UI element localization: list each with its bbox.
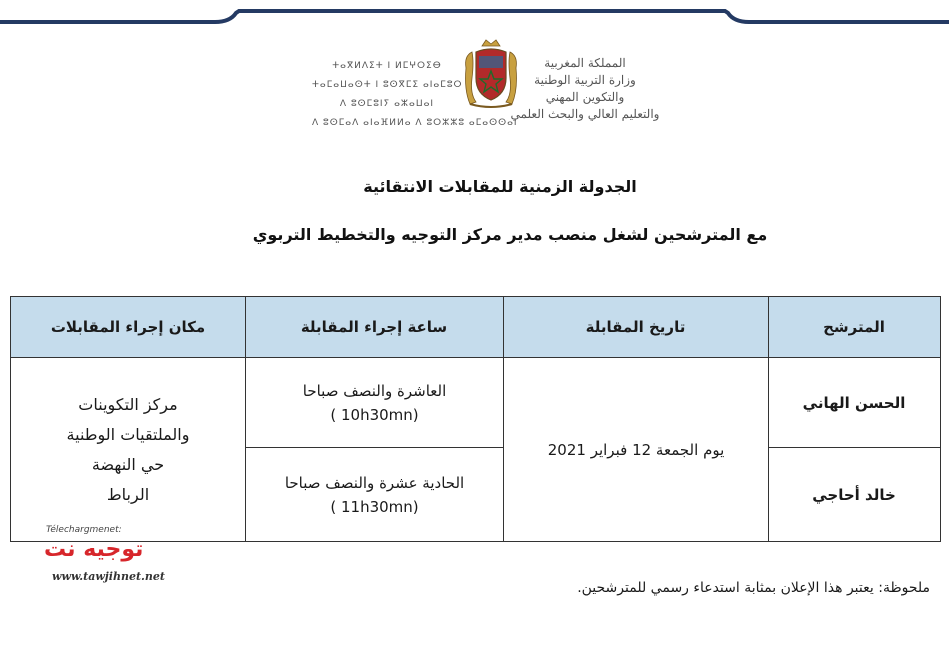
place-line: الرباط — [106, 485, 150, 504]
place-line: والملتقيات الوطنية — [66, 425, 190, 444]
place-line: مركز التكوينات — [78, 395, 178, 414]
header-place: مكان إجراء المقابلات — [11, 297, 245, 358]
tifinagh-line-1: ⵜⴰⴳⵍⴷⵉⵜ ⵏ ⵍⵎⵖⵔⵉⴱ — [332, 61, 442, 71]
top-decorative-line — [0, 0, 949, 30]
interview-time-cell — [246, 448, 503, 541]
candidate-name: خالد أحاجي — [812, 485, 896, 504]
interview-time-code: (11h30mn ) — [330, 497, 419, 516]
watermark-site[interactable]: www.tawjihnet.net — [52, 570, 165, 583]
interview-time-cell — [246, 359, 503, 447]
tifinagh-line-3: ⴷ ⵓⵙⵎⵓⵏⵢ ⴰⵣⴰⵡⴰⵏ — [339, 99, 435, 109]
header-date: تاريخ المقابلة — [503, 297, 768, 358]
document-subtitle: مع المترشحين لشغل منصب مدير مركز التوجيه والتخطيط التربوي — [252, 225, 768, 244]
ministry-line-4: والتعليم العالي والبحث العلمي — [510, 107, 660, 121]
ministry-line-3: والتكوين المهني — [545, 90, 625, 104]
header-time: ساعة إجراء المقابلة — [245, 297, 503, 358]
interview-time-text: العاشرة والنصف صباحا — [302, 382, 447, 400]
header-candidate: المترشح — [768, 297, 940, 358]
coat-of-arms-icon — [462, 38, 520, 110]
candidate-name: الحسن الهاني — [802, 394, 906, 412]
ministry-line-2: وزارة التربية الوطنية — [534, 73, 636, 87]
tifinagh-line-2: ⵜⴰⵎⴰⵡⴰⵙⵜ ⵏ ⵓⵙⴳⵎⵉ ⴰⵏⴰⵎⵓⵔ — [312, 80, 463, 90]
interview-date-cell — [504, 359, 768, 541]
watermark — [40, 525, 190, 585]
watermark-label: Télechargmenet: — [46, 525, 122, 535]
interview-date: يوم الجمعة 12 فبراير 2021 — [547, 441, 725, 459]
ministry-line-1: المملكة المغربية — [544, 56, 626, 70]
table-row — [768, 448, 940, 541]
interview-place-cell — [11, 359, 245, 541]
ministry-tifinagh-header — [312, 57, 518, 133]
interview-time-text: الحادية عشرة والنصف صباحا — [284, 473, 465, 492]
footnote: ملحوظة: يعتبر هذا الإعلان بمثابة استدعاء رسمي للمترشحين. — [577, 580, 930, 596]
interview-schedule-table — [10, 296, 941, 542]
watermark-logo: توجيه نت — [44, 537, 144, 562]
place-line: حي النهضة — [91, 455, 165, 474]
table-row — [768, 359, 940, 447]
tifinagh-line-4: ⴷ ⵓⵙⵎⴰⴷ ⴰⵏⴰⴼⵍⵍⴰ ⴷ ⵓⵔⵣⵣⵓ ⴰⵎⴰⵙⵙⴰⵏ — [312, 118, 518, 128]
interview-time-code: (10h30mn ) — [330, 406, 419, 424]
ministry-arabic-header — [510, 55, 660, 123]
document-title: الجدولة الزمنية للمقابلات الانتقائية — [363, 177, 637, 196]
